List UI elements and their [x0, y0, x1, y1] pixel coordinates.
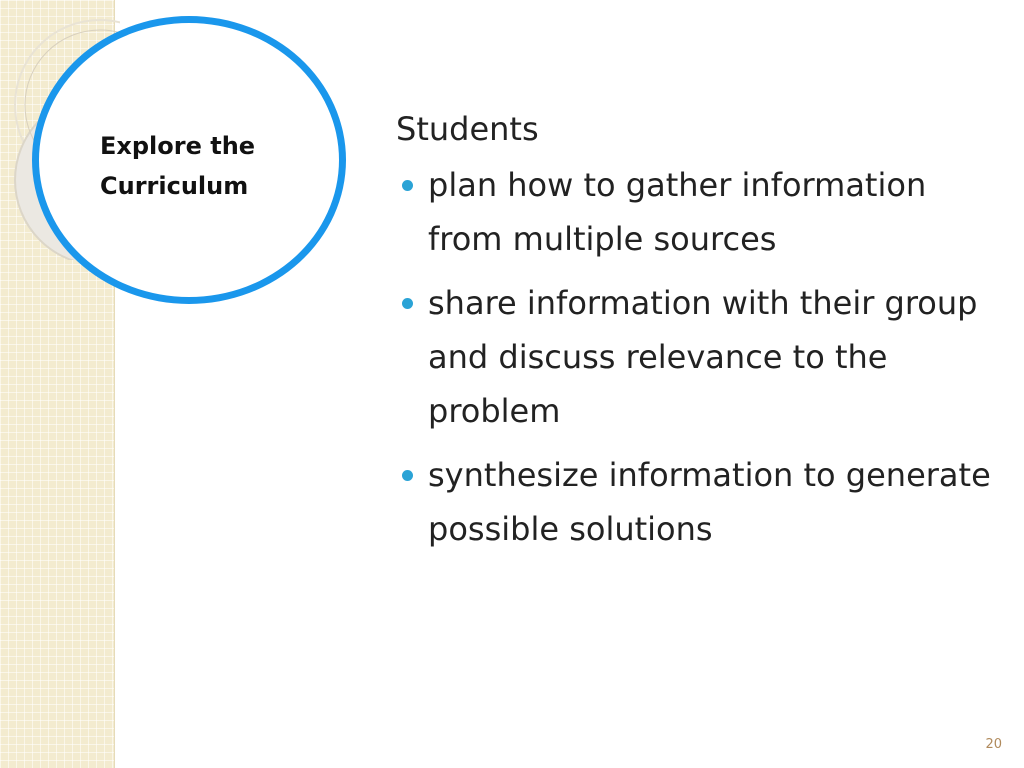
- bullet-text: synthesize information to generate possible solutions: [428, 456, 991, 548]
- bullet-list: [396, 158, 996, 556]
- bullet-dot-icon: [402, 470, 413, 481]
- bullet-text: plan how to gather information from multiple sources: [428, 166, 927, 258]
- page-number: 20: [985, 737, 1002, 752]
- bullet-dot-icon: [402, 298, 413, 309]
- bullet-dot-icon: [402, 180, 413, 191]
- bullet-item: [396, 158, 996, 266]
- lead-text: Students: [396, 110, 539, 148]
- bullet-item: [396, 276, 996, 438]
- bullet-item: [396, 448, 996, 556]
- slide-body: [396, 106, 996, 566]
- slide-title: Explore the Curriculum: [100, 132, 256, 200]
- bullet-text: share information with their group and discuss relevance to the problem: [428, 284, 978, 430]
